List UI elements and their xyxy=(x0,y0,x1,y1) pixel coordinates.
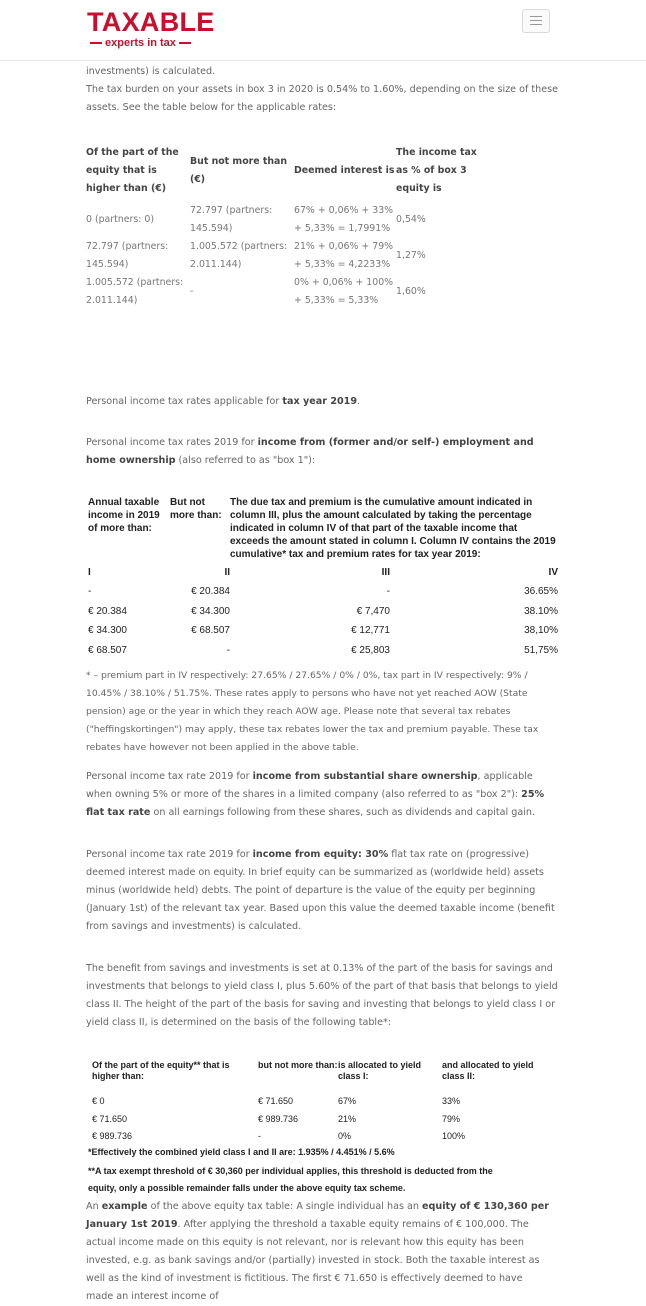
table-row: 72.797 (partners: 145.594) 1.005.572 (partners: 2.011.144) 21% + 0,06% + 79% + 5,33% = 4,2233% 1,27% xyxy=(86,241,426,270)
yield-header-2: but not more than: xyxy=(258,1060,338,1070)
table-row: € 20.384 € 34.300 € 7,470 38.10% xyxy=(88,605,558,617)
table-row: € 71.650 € 989.736 21% 79% xyxy=(92,1113,461,1124)
yield-header-1: Of the part of the equity** that is higher than: xyxy=(92,1060,230,1081)
box3-header-1: Of the part of the equity that is higher than (€) xyxy=(86,147,179,194)
taxable-logo[interactable] xyxy=(87,7,215,49)
box1-intro: Personal income tax rates 2019 for income from (former and/or self-) employment and home ownership (also referred to as "box 1"): xyxy=(86,437,534,466)
intro-line-1: investments) is calculated. xyxy=(86,66,216,77)
table-row: € 68.507 - € 25,803 51,75% xyxy=(88,644,558,656)
box1-rates-table: Annual taxable income in 2019 of more than: But not more than: The due tax and premium is the cumulative amount indicated in column III, plus the amount calculated by taking the percentage indicated in column IV of that part of the taxable income that exceeds the amount stated in column I. Column IV contains the 2019 cumulative* tax and premium rates for tax year 2019: I II III IV - € 20.384 - 36.65% € 20.384 € 34.300 € 7,470 38.10% € 34.300 € 68.507 € 12,771 38,10% € 68.507 - € 25,803 51,75% xyxy=(88,496,558,663)
yield-header-3: is allocated to yield class I: xyxy=(338,1060,422,1081)
combined-yield-note: *Effectively the combined yield class I and II are: 1.935% / 4.451% / 5.6% xyxy=(88,1147,395,1157)
table-row: € 0 € 71.650 67% 33% xyxy=(92,1096,461,1106)
example-paragraph: An example of the above equity tax table: A single individual has an equity of € 130,360 per January 1st 2019. After applying the threshold a taxable equity remains of € 100,000. The actual income made on this equity is not relevant, nor is relevant how this equity has been invested, e.g. as bank savings and/or (partially) invested in stock. Both the taxable interest as well as the kind of investment is fictitious. The first € 71.650 is effectively deemed to have made an interest income of xyxy=(86,1201,549,1302)
box3-rates-table xyxy=(86,140,481,310)
box3-header-4: The income tax as % of box 3 equity is xyxy=(396,147,477,194)
table-row: 1.005.572 (partners: 2.011.144) - 0% + 0,06% + 100% + 5,33% = 5,33% 1,60% xyxy=(86,277,426,306)
box3-paragraph: Personal income tax rate 2019 for income from equity: 30% flat tax rate on (progressive) deemed interest made on equity. In brief equity can be summarized as (worldwide held) assets minus (worldwide held) debts. The point of departure is the value of the equity per beginning (January 1st) of the relevant tax year. Based upon this value the deemed taxable income (benefit from savings and investments) is calculated. xyxy=(86,849,555,932)
tax-year-2019-heading: Personal income tax rates applicable for tax year 2019. xyxy=(86,396,361,407)
table-row: € 989.736 - 0% 100% xyxy=(92,1131,466,1141)
hamburger-menu-icon[interactable] xyxy=(522,9,550,33)
box3-header-2: But not more than (€) xyxy=(190,156,288,185)
intro-line-2: The tax burden on your assets in box 3 in 2020 is 0.54% to 1.60%, depending on the size of these assets. See the table below for the applicable rates: xyxy=(86,84,559,113)
box1-header-3: The due tax and premium is the cumulative amount indicated in column III, plus the amount calculated by taking the percentage indicated in column IV of that part of the taxable income that exceeds the amount stated in column I. Column IV contains the 2019 cumulative* tax and premium rates for tax year 2019: xyxy=(230,497,556,560)
table-row: - € 20.384 - 36.65% xyxy=(88,586,558,597)
table-row: € 34.300 € 68.507 € 12,771 38,10% xyxy=(88,625,558,636)
logo-tagline: experts in tax xyxy=(87,37,215,49)
box2-paragraph: Personal income tax rate 2019 for income from substantial share ownership, applicable when owning 5% or more of the shares in a limited company (also referred to as "box 2"): 25% flat tax rate on all earnings following from these shares, such as dividends and capital gain. xyxy=(86,771,545,818)
benefit-paragraph: The benefit from savings and investments is set at 0.13% of the part of the basis for savings and investments that belongs to yield class I, plus 5.60% of the part of that basis that belongs to yield class II. The height of the part of the basis for saving and investing that belongs to yield class I or yield class II, is determined on the basis of the following table*: xyxy=(86,963,558,1028)
site-header xyxy=(0,0,646,61)
box3-header-3: Deemed interest is xyxy=(294,165,395,176)
yield-class-table xyxy=(92,1060,552,1143)
premium-footnote: * – premium part in IV respectively: 27.65% / 27.65% / 0% / 0%, tax part in IV respectively: 9% / 10.45% / 38.10% / 51.75%. These rates apply to persons who have not yet reached AOW (State pension) age or the year in which they reach AOW age. Please note that several tax rebates ("heffingskortingen") may apply, these tax rebates lower the tax and premium payable. These tax rebates have however not been applied in the above table. xyxy=(86,670,539,753)
box1-header-1: Annual taxable income in 2019 of more than: xyxy=(88,497,160,534)
logo-wordmark: TAXABLE xyxy=(87,7,215,37)
yield-header-4: and allocated to yield class II: xyxy=(442,1060,534,1081)
box1-header-2: But not more than: xyxy=(170,497,222,521)
table-row: 0 (partners: 0) 72.797 (partners: 145.594) 67% + 0,06% + 33% + 5,33% = 1,7991% 0,54% xyxy=(86,205,426,234)
threshold-note: **A tax exempt threshold of € 30,360 per individual applies, this threshold is deducted from the equity, only a possible remainder falls under the above equity tax scheme. xyxy=(88,1166,493,1193)
